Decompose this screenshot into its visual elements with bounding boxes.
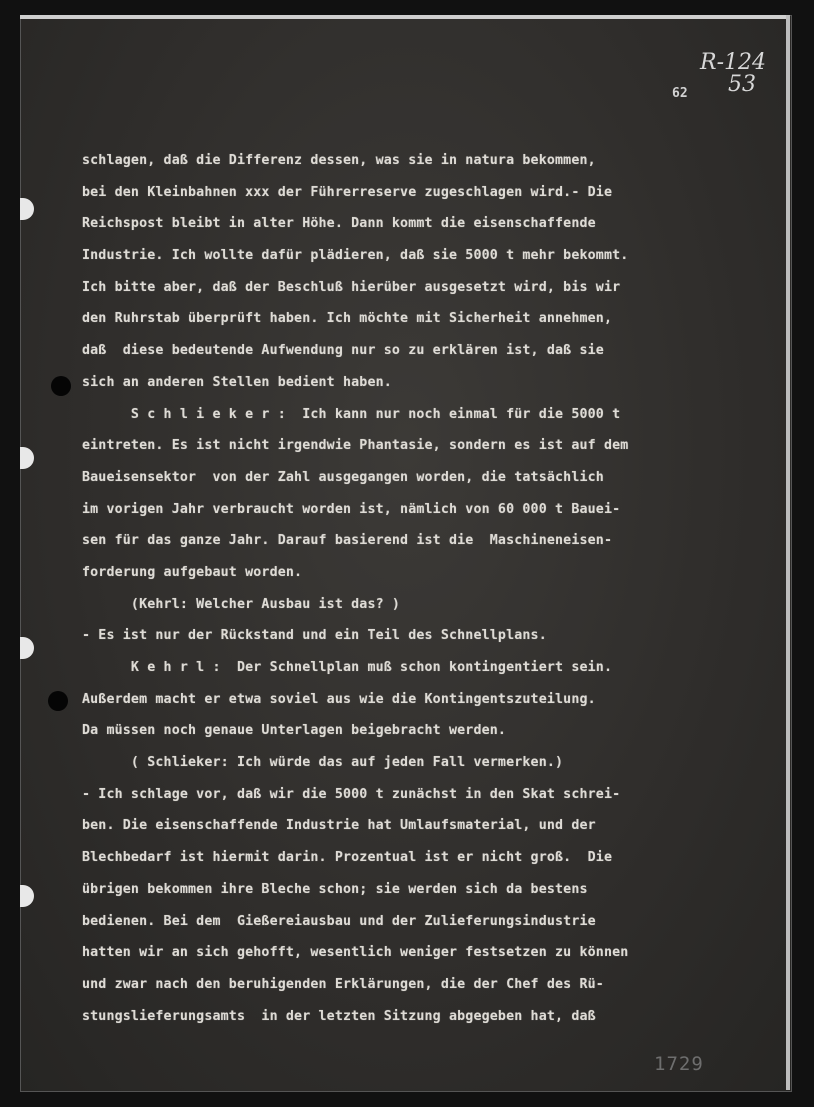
page-right-edge [786, 15, 790, 1090]
text-line: ( Schlieker: Ich würde das auf jeden Fall vermerken.) [82, 755, 564, 771]
archive-stamp-number: 1729 [654, 1053, 704, 1075]
archive-mark: R-124 [700, 50, 766, 75]
text-line: im vorigen Jahr verbraucht worden ist, nämlich von 60 000 t Bauei- [82, 501, 621, 517]
text-line: Ich bitte aber, daß der Beschluß hierüber ausgesetzt wird, bis wir [82, 279, 621, 295]
typed-text-body [82, 145, 722, 1032]
text-line: bedienen. Bei dem Gießereiausbau und der Zulieferungsindustrie [82, 913, 596, 929]
text-line: ben. Die eisenschaffende Industrie hat Umlaufsmaterial, und der [82, 818, 596, 834]
text-line: Industrie. Ich wollte dafür plädieren, daß sie 5000 t mehr bekommt. [82, 248, 629, 264]
text-line: den Ruhrstab überprüft haben. Ich möchte mit Sicherheit annehmen, [82, 311, 613, 327]
text-line: sen für das ganze Jahr. Darauf basierend ist die Maschineneisen- [82, 533, 613, 549]
text-line: stungslieferungsamts in der letzten Sitzung abgegeben hat, daß [82, 1008, 596, 1024]
text-line: schlagen, daß die Differenz dessen, was sie in natura bekommen, [82, 153, 596, 168]
text-line: Baueisensektor von der Zahl ausgegangen worden, die tatsächlich [82, 469, 604, 485]
page-number: 62 [672, 86, 688, 101]
text-line: Reichspost bleibt in alter Höhe. Dann kommt die eisenschaffende [82, 216, 596, 232]
text-line: hatten wir an sich gehofft, wesentlich weniger festsetzen zu können [82, 945, 629, 961]
text-line: daß diese bedeutende Aufwendung nur so zu erklären ist, daß sie [82, 343, 604, 359]
text-line: bei den Kleinbahnen xxx der Führerreserve zugeschlagen wird.- Die [82, 184, 613, 200]
text-line: forderung aufgebaut worden. [82, 564, 303, 580]
text-line: - Ich schlage vor, daß wir die 5000 t zunächst in den Skat schrei- [82, 786, 621, 802]
text-line: S c h l i e k e r : Ich kann nur noch einmal für die 5000 t [82, 406, 621, 422]
text-line: (Kehrl: Welcher Ausbau ist das? ) [82, 596, 401, 612]
text-line: sich an anderen Stellen bedient haben. [82, 374, 392, 390]
text-line: eintreten. Es ist nicht irgendwie Phantasie, sondern es ist auf dem [82, 438, 629, 454]
text-line: Blechbedarf ist hiermit darin. Prozentual ist er nicht groß. Die [82, 850, 613, 866]
text-line: Außerdem macht er etwa soviel aus wie die Kontingentszuteilung. [82, 691, 596, 707]
archive-mark-number: 53 [728, 72, 756, 97]
punch-hole [48, 691, 68, 711]
text-line: Da müssen noch genaue Unterlagen beigebracht werden. [82, 723, 507, 739]
page-top-edge [20, 15, 790, 19]
text-line: - Es ist nur der Rückstand und ein Teil des Schnellplans. [82, 628, 547, 644]
text-line: übrigen bekommen ihre Bleche schon; sie werden sich da bestens [82, 881, 588, 897]
text-line: und zwar nach den beruhigenden Erklärungen, die der Chef des Rü- [82, 976, 604, 992]
punch-hole [51, 376, 71, 396]
text-line: K e h r l : Der Schnellplan muß schon kontingentiert sein. [82, 660, 613, 675]
